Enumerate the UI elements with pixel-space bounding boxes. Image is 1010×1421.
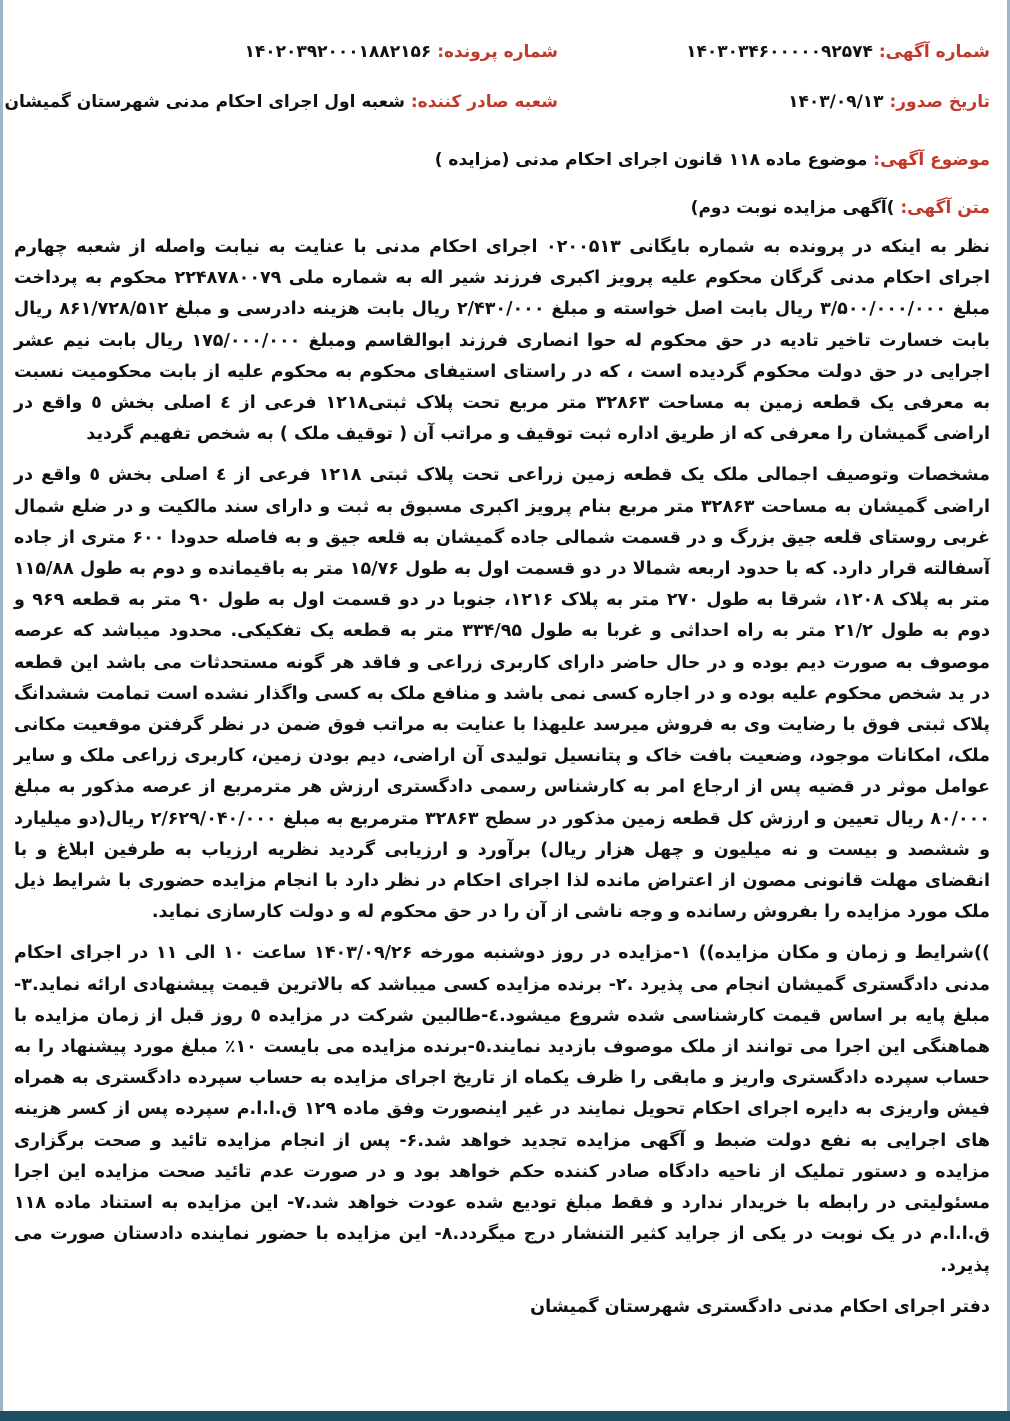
header-row-numbers <box>8 42 998 72</box>
signature-office: دفتر اجرای احکام مدنی دادگستری شهرستان گمیشان <box>530 1296 990 1317</box>
body-paragraph-intro: نظر به اینکه در پرونده به شماره بایگانی ۰۲۰۰۵۱۳ اجرای احکام مدنی با عنایت به نیابت واصله از شعبه چهارم اجرای احکام مدنی گرگان محکوم علیه پرویز اکبری فرزند شیر اله به شماره ملی ۲۲۴۸۷۸۰۰۷۹ محکوم به پرداخت مبلغ ۳/۵۰۰/۰۰۰/۰۰۰ ریال بابت اصل خواسته و مبلغ ۲/۴۳۰/۰۰۰ ریال بابت هزینه دادرسی و مبلغ ۸۶۱/۷۲۸/۵۱۲ ریال بابت خسارت تاخیر تادیه در حق محکوم له حوا انصاری فرزند ابوالقاسم ومبلغ ۱۷۵/۰۰۰/۰۰۰ ریال بابت نیم عشر اجرایی در حق دولت محکوم گردیده است ، که در راستای استیفای محکوم به محکوم علیه از بابت محکومیت نسبت به معرفی یک قطعه زمین به مساحت ۳۲۸۶۳ متر مربع تحت پلاک ثبتی۱۲۱۸ فرعی از ٤ اصلی بخش ٥ واقع در اراضی گمیشان را معرفی که از طریق اداره ثبت توقیف و مراتب آن ( توقیف ملک ) به شخص تفهیم گردید <box>14 237 991 445</box>
case-number-field <box>244 42 558 62</box>
header-row-issue <box>4 92 998 122</box>
issue-date-value: ۱۴۰۳/۰۹/۱۳ <box>788 92 884 112</box>
subject-row <box>8 150 998 180</box>
subject-label: موضوع آگهی: <box>873 150 990 170</box>
issuing-branch-value: شعبه اول اجرای احکام مدنی شهرستان گمیشان <box>4 92 405 112</box>
text-label: متن آگهی: <box>900 198 990 218</box>
issuing-branch-field <box>4 92 558 112</box>
text-title: )آگهی مزایده نوبت دوم) <box>690 198 895 218</box>
case-number-value: ۱۴۰۲۰۳۹۲۰۰۰۱۸۸۲۱۵۶ <box>244 42 432 62</box>
ad-number-label: شماره آگهی: <box>878 42 990 62</box>
case-number-label: شماره پرونده: <box>437 42 558 62</box>
body-paragraph-auction-conditions: ))شرایط و زمان و مکان مزایده)) ۱-مزایده در روز دوشنبه مورخه ۱۴۰۳/۰۹/۲۶ ساعت ۱۰ الی ۱۱ در اجرای احکام مدنی دادگستری گمیشان انجام می پذیرد .۲- برنده مزایده کسی میباشد که بالاترین قیمت پیشنهادی ارائه نماید.۳-مبلغ پایه بر اساس قیمت کارشناسی شده شروع میشود.٤-طالبین شرکت در مزایده ٥ روز قبل از زمان مزایده با هماهنگی این اجرا می توانند از ملک موصوف بازدید نمایند.٥-برنده مزایده می بایست ۱۰٪ مبلغ مورد پیشنهاد را به حساب سپرده دادگستری واریز و مابقی را ظرف یکماه از تاریخ اجرای مزایده به حساب سپرده دادگستری به همراه فیش واریزی به دایره اجرای احکام تحویل نمایند در غیر اینصورت وفق ماده ۱۲۹ ق.ا.ا.م سپرده پس از کسر هزینه های اجرایی به نفع دولت ضبط و آگهی مزایده تجدید خواهد شد.۶- پس از انجام مزایده تائید و صحت برگزاری مزایده و دستور تملیک از ناحیه دادگاه صادر کننده حکم خواهد بود و در صورت عدم تائید صحت مزایده این اجرا مسئولیتی در رابطه با خریدار ندارد و فقط مبلغ تودیع شده عودت خواهد شد.۷- این مزایده به استناد ماده ۱۱۸ ق.ا.ا.م در یک نوبت در یکی از جراید کثیر التنشار درج میگردد.۸- این مزایده با حضور نماینده دادستان صورت می پذیرد. <box>14 943 991 1276</box>
subject-value: موضوع ماده ۱۱۸ قانون اجرای احکام مدنی (مزایده ) <box>434 150 868 170</box>
bottom-bar <box>0 1411 1010 1421</box>
issue-date-field <box>788 92 990 112</box>
ad-body <box>8 232 998 1333</box>
issuing-branch-label: شعبه صادر کننده: <box>410 92 558 112</box>
left-frame-border <box>0 0 3 1421</box>
body-paragraph-property-description: مشخصات وتوصیف اجمالی ملک یک قطعه زمین زراعی تحت پلاک ثبتی ۱۲۱۸ فرعی از ٤ اصلی بخش ٥ واقع در اراضی گمیشان به مساحت ۳۲۸۶۳ متر مربع بنام پرویز اکبری مسبوق به ثبت و دارای سند مالکیت و در ضلع شمال غربی روستای قلعه جیق بزرگ و در قسمت شمالی جاده گمیشان به قلعه جیق و به فاصله حدودا ۶۰۰ متری از جاده آسفالته قرار دارد. که با حدود اربعه شمالا در دو قسمت اول به طول ۱۵/۷۶ متر به باقیمانده و دوم به طول ۱۱۵/۸۸ متر به پلاک ۱۲۰۸، شرقا به طول ۲۷۰ متر به پلاک ۱۲۱۶، جنوبا در دو قسمت اول به طول ۹۰ متر به قطعه ۹۶۹ و دوم به طول ۲۱/۲ متر به راه احداثی و غربا به طول ۳۳۴/۹۵ متر به قطعه یک تفکیکی. محدود میباشد که عرصه موصوف به صورت دیم بوده و در حال حاضر دارای کاربری زراعی و فاقد هر گونه مستحدثات می باشد این قطعه در ید شخص محکوم علیه بوده و در اجاره کسی نمی باشد و منافع ملک به کسی واگذار نشده است تمامت ششدانگ پلاک ثبتی فوق با رضایت وی به فروش میرسد علیهذا با عنایت به مراتب فوق ضمن در نظر گرفتن موقعیت مکانی ملک، امکانات موجود، وضعیت بافت خاک و پتانسیل تولیدی آن اراضی، دیم بودن زمین، کاربری زراعی ملک و سایر عوامل موثر در قضیه پس از ارجاع امر به کارشناس رسمی دادگستری ارزش هر مترمربع از عرصه مذکور به مبلغ ۸۰/۰۰۰ ریال تعیین و ارزش کل قطعه زمین مذکور در سطح ۳۲۸۶۳ مترمربع به مبلغ ۲/۶۲۹/۰۴۰/۰۰۰ ریال(دو میلیارد و ششصد و بیست و نه میلیون و چهل هزار ریال) برآورد و ارزیابی گردید نظریه ارزیاب به طرفین ابلاغ و با انقضای مهلت قانونی مصون از اعتراض مانده لذا اجرای احکام در نظر دارد با انجام مزایده حضوری با شرایط ذیل ملک مورد مزایده را بفروش رسانده و وجه ناشی از آن را در حق محکوم له و دولت کارسازی نماید. <box>14 465 991 923</box>
subject-field <box>435 150 990 170</box>
text-title-field <box>691 198 990 218</box>
ad-number-value: ۱۴۰۳۰۳۴۶۰۰۰۰۰۹۲۵۷۴ <box>686 42 873 62</box>
text-title-row <box>8 198 998 228</box>
ad-number-field <box>686 42 990 62</box>
issue-date-label: تاریخ صدور: <box>889 92 990 112</box>
